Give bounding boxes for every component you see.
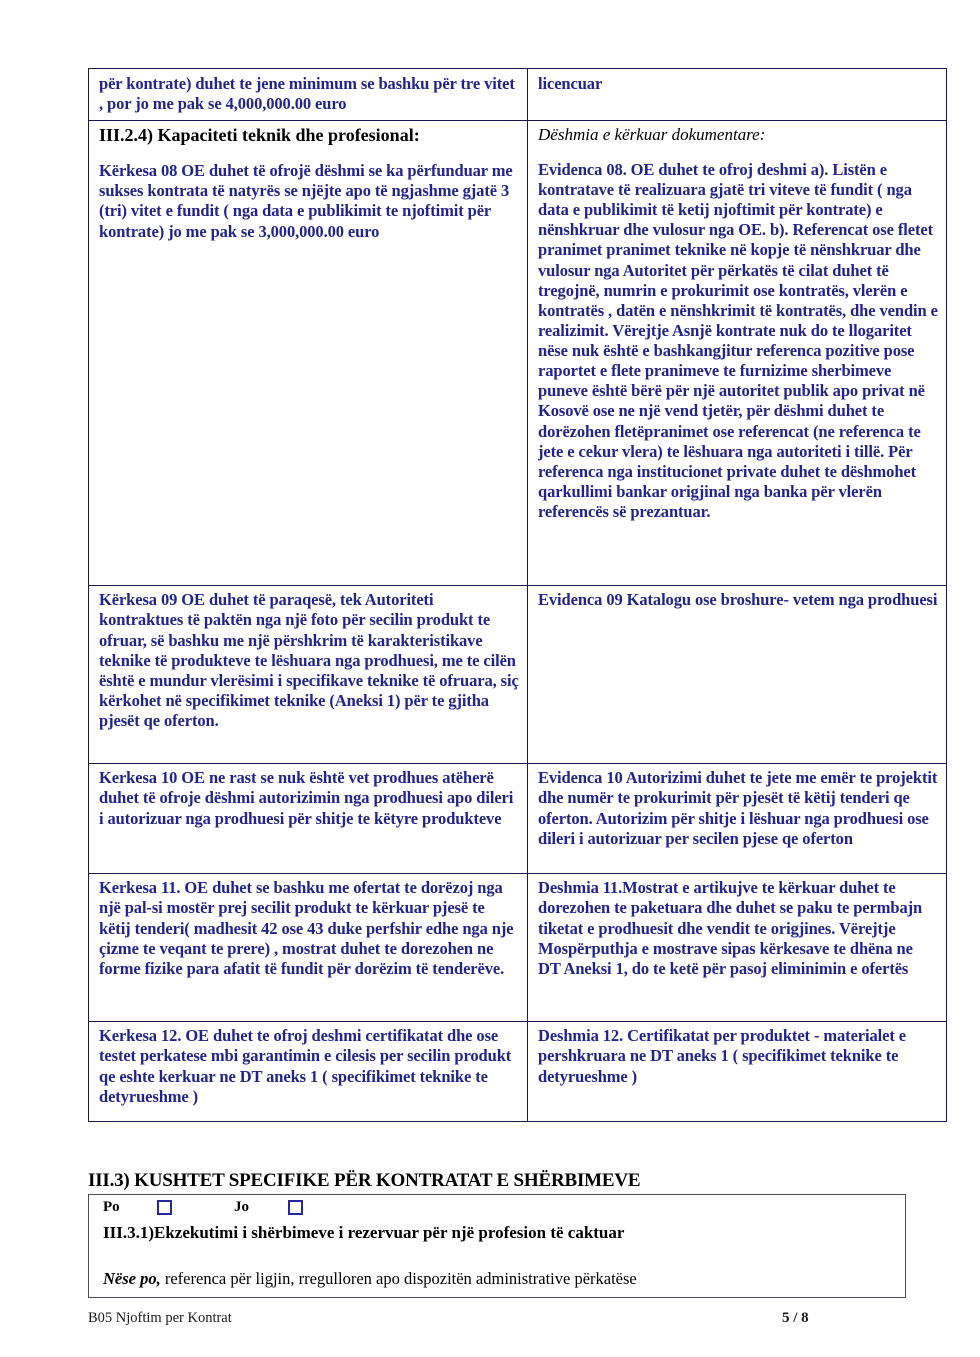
kerkesa-09-text: Kërkesa 09 OE duhet të paraqesë, tek Autoriteti kontraktues të paktën nga një foto për secilin produkt te ofruar, së bashku me një përshkrim të karakteristikave teknike të produkteve te lëshuara nga prodhuesi, me te cilën është e mundur vlerësimi i specifikave teknike të ofruara, siç kërkohet në specifikimet teknike (Aneksi 1) për te gjitha pjesët qe oferton.	[99, 590, 519, 730]
deshmia-12-text: Deshmia 12. Certifikatat per produktet - materialet e pershkruara ne DT aneks 1 ( specifikimet teknike te detyrueshme )	[538, 1026, 907, 1086]
table-row	[89, 1022, 947, 1122]
requirements-table	[88, 68, 947, 1122]
carryover-right-text: licencuar	[538, 74, 603, 93]
cell-section-III-2-4-left	[89, 121, 528, 586]
conditional-reference-text: referenca për ligjin, rregulloren apo dispozitën administrative përkatëse	[160, 1269, 637, 1288]
evidenca-09-text: Evidenca 09 Katalogu ose broshure- vetem nga prodhuesi	[538, 590, 938, 610]
footer-document-code: B05 Njoftim per Kontrat	[88, 1310, 232, 1326]
yes-label: Po	[103, 1199, 120, 1215]
cell-kerkesa-12-right	[528, 1022, 947, 1122]
cell-kerkesa-11-left	[89, 874, 528, 1022]
table-row	[89, 874, 947, 1022]
spacer	[99, 147, 519, 161]
spacer	[538, 146, 938, 160]
evidenca-08-text: Evidenca 08. OE duhet te ofroj deshmi a). Listën e kontratave të realizuara gjatë tri viteve të fundit ( nga data e publikimit të ketij njoftimit për kontrate) e nënshkruar dhe vulosur nga OE. b). Referencat ose fletet pranimet pranimet teknike në kopje të nënshkruar dhe vulosur nga Autoritet për përkatës të cilat duhet të tregojnë, numrin e prokurimit ose kontratës, vlerën e kontratës , datën e nënshkrimit të kontratës, dhe vendin e realizimit. Vërejtje Asnjë kontrate nuk do te llogaritet nëse nuk është e bashkangjitur referenca pozitive pose raportet e flete pranimeve te furnizime sherbimeve puneve është bërë për një autoritet publik apo privat në Kosovë ose ne një vend tjetër, për dëshmi duhet te dorëzohen fletëpranimet ose referencat (ne referenca te jete e cekur vlera) te lëshuara nga autoriteti i tillë. Për referenca nga institucionet private duhet te dëshmohet qarkullimi bankar origjinal nga banka për vlerën referencës së prezantuar.	[538, 159, 938, 522]
table-row	[89, 764, 947, 874]
kerkesa-11-text: Kerkesa 11. OE duhet se bashku me ofertat te dorëzoj nga një pal-si mostër prej secilit produkt te kërkuar pjesë te këtij tenderi( madhesit 42 ose 43 duke perfshir edhe nga nje çizme te veqant te prere) , mostrat duhet te dorezohen ne forme fizike para afatit të fundit për dorëzim të tenderëve.	[99, 878, 514, 978]
nese-po-prefix: Nëse po,	[103, 1269, 161, 1288]
table-row	[89, 121, 947, 586]
deshmia-11-text: Deshmia 11.Mostrat e artikujve te kërkuar duhet te dorezohen te paketuara dhe duhet se paku te permbajn tiketat e prodhuesit dhe vendit te origjines. Vërejtje Mospërputhja e mostrave sipas kërkesave te dhëna ne DT Aneksi 1, do te ketë për pasoj eliminimin e ofertës	[538, 878, 923, 978]
subsection-III-3-1-label: III.3.1)Ekzekutimi i shërbimeve i rezervuar për një profesion të caktuar	[103, 1223, 625, 1242]
cell-section-III-2-4-right	[528, 121, 947, 586]
cell-kerkesa-09-right	[528, 586, 947, 764]
kerkesa-12-text: Kerkesa 12. OE duhet te ofroj deshmi certifikatat dhe ose testet perkatese mbi garantimin e cilesis per secilin produkt qe eshte kerkuar ne DT aneks 1 ( specifikimet teknike te detyrueshme )	[99, 1026, 512, 1106]
table-row	[89, 586, 947, 764]
yes-checkbox[interactable]	[157, 1200, 172, 1215]
kerkesa-08-text: Kërkesa 08 OE duhet të ofrojë dëshmi se ka përfunduar me sukses kontrata të natyrës se njëjte apo të ngjashme gjatë 3 (tri) vitet e fundit ( nga data e publikimit te njoftimit për kontrate) jo me pak se 3,000,000.00 euro	[99, 161, 513, 241]
cell-kerkesa-10-left	[89, 764, 528, 874]
yes-no-row	[103, 1199, 365, 1216]
carryover-left-text: për kontrate) duhet te jene minimum se bashku për tre vitet , por jo me pak se 4,000,000.00 euro	[99, 74, 515, 114]
section-III-3-box	[88, 1194, 906, 1298]
no-label: Jo	[234, 1199, 249, 1215]
conditional-reference-line	[103, 1269, 637, 1289]
footer-page-number: 5 / 8	[782, 1310, 809, 1326]
table-row	[89, 69, 947, 121]
deshmia-heading: Dëshmia e kërkuar dokumentare:	[538, 125, 766, 145]
evidenca-10-text: Evidenca 10 Autorizimi duhet te jete me emër te projektit dhe numër te prokurimit për pjesët të këtij tenderi qe oferton. Autorizim për shitje i lëshuar nga prodhuesi ose dileri i autorizuar per secilen pjese qe oferton	[538, 768, 938, 848]
kerkesa-10-text: Kerkesa 10 OE ne rast se nuk është vet prodhues atëherë duhet të ofroje dëshmi autorizimin nga prodhuesi apo dileri i autorizuar nga prodhuesi për shitje te këtyre produkteve	[99, 768, 514, 828]
cell-carryover-right	[528, 69, 947, 121]
cell-kerkesa-10-right	[528, 764, 947, 874]
section-III-3-title: III.3) KUSHTET SPECIFIKE PËR KONTRATAT E SHËRBIMEVE	[88, 1170, 641, 1191]
cell-kerkesa-11-right	[528, 874, 947, 1022]
cell-kerkesa-12-left	[89, 1022, 528, 1122]
no-checkbox[interactable]	[288, 1200, 303, 1215]
section-III-2-4-heading: III.2.4) Kapaciteti teknik dhe profesional:	[99, 125, 420, 146]
cell-kerkesa-09-left	[89, 586, 528, 764]
cell-carryover-left	[89, 69, 528, 121]
